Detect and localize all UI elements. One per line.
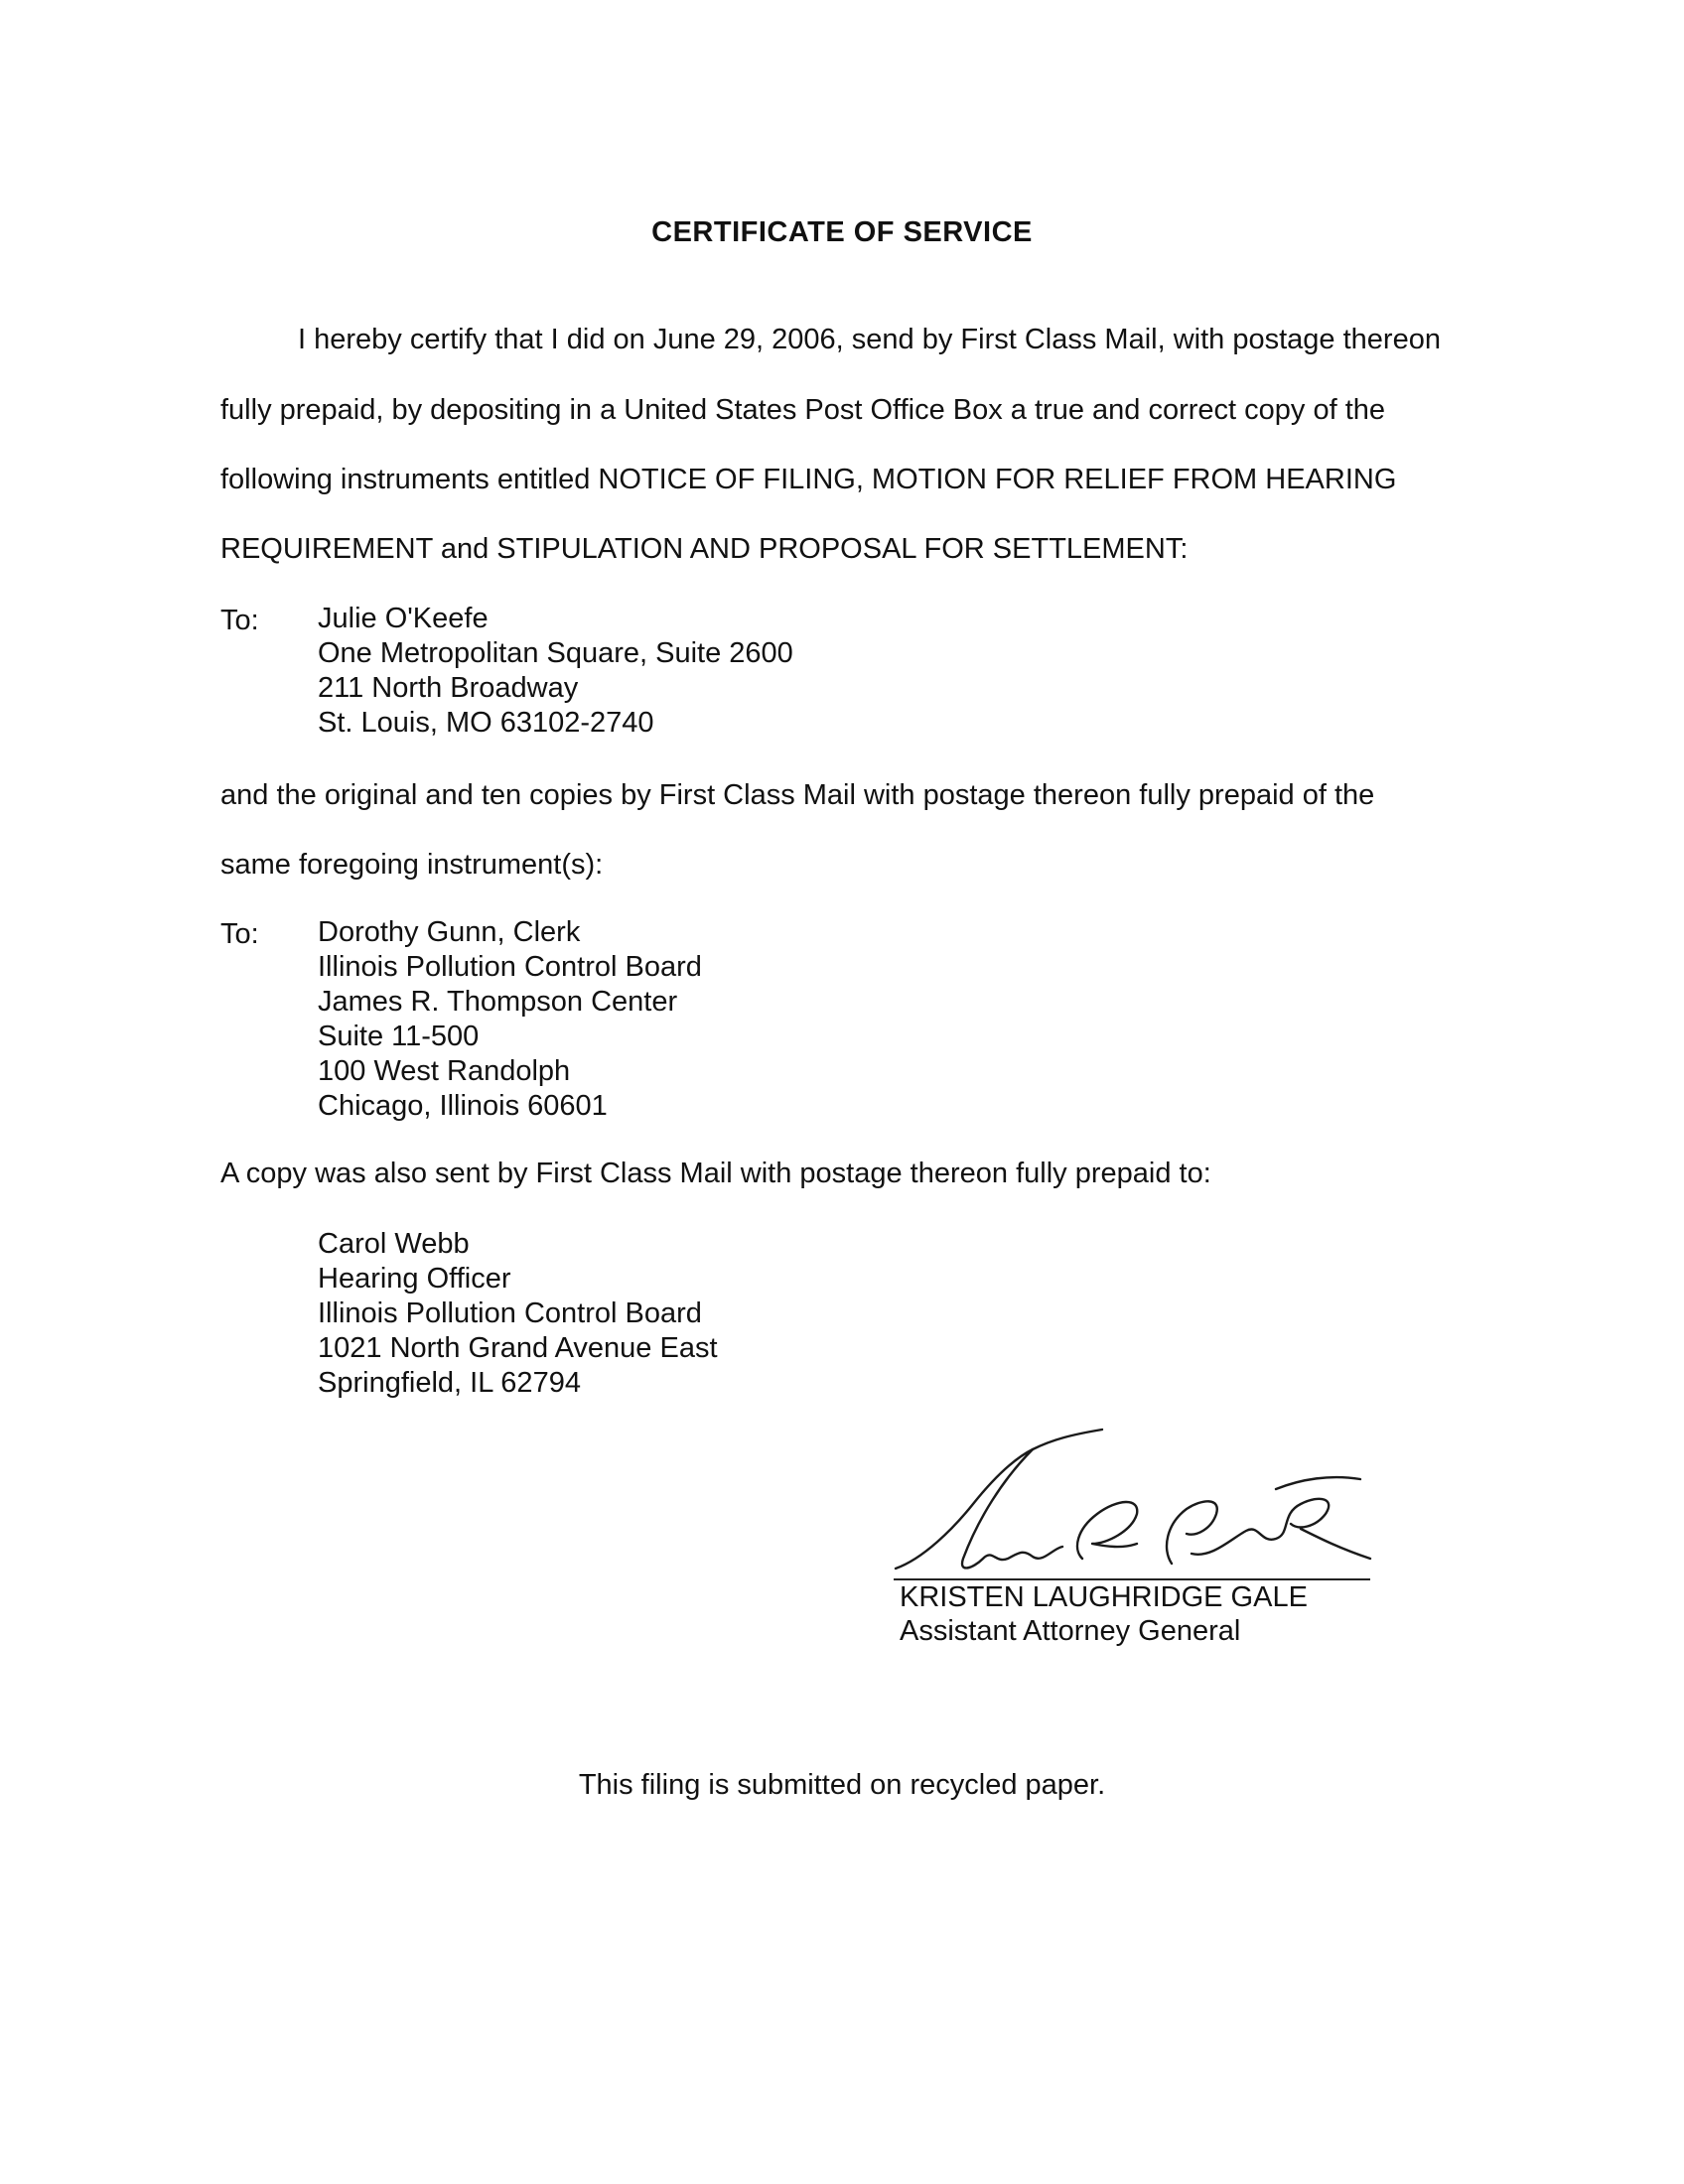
address-line: Illinois Pollution Control Board <box>318 1297 702 1329</box>
address-line: Suite 11-500 <box>318 1021 480 1052</box>
to-label-1: To: <box>220 605 259 636</box>
address-line: Julie O'Keefe <box>318 603 489 634</box>
recipient-address-1 <box>318 602 793 741</box>
address-line: 211 North Broadway <box>318 672 579 704</box>
address-line: James R. Thompson Center <box>318 986 678 1018</box>
address-line: Carol Webb <box>318 1228 470 1260</box>
address-line: Dorothy Gunn, Clerk <box>318 916 581 948</box>
document-title: CERTIFICATE OF SERVICE <box>651 216 1033 248</box>
recipient-address-3 <box>318 1227 718 1401</box>
to-label-2: To: <box>220 918 259 950</box>
certification-line-2: fully prepaid, by depositing in a United States Post Office Box a true and correct copy of the <box>220 394 1386 426</box>
certification-line-3: following instruments entitled NOTICE OF FILING, MOTION FOR RELIEF FROM HEARING <box>220 464 1397 495</box>
original-copies-line-2: same foregoing instrument(s): <box>220 849 604 881</box>
signer-title: Assistant Attorney General <box>900 1615 1241 1647</box>
address-line: Hearing Officer <box>318 1263 511 1295</box>
address-line: Chicago, Illinois 60601 <box>318 1090 608 1122</box>
address-line: 100 West Randolph <box>318 1055 571 1087</box>
recycled-paper-note: This filing is submitted on recycled paper. <box>578 1769 1106 1801</box>
address-line: 1021 North Grand Avenue East <box>318 1332 718 1364</box>
address-line: Springfield, IL 62794 <box>318 1367 581 1399</box>
certification-line-4: REQUIREMENT and STIPULATION AND PROPOSAL FOR SETTLEMENT: <box>220 533 1189 565</box>
address-line: St. Louis, MO 63102-2740 <box>318 707 654 739</box>
signature-line <box>894 1578 1370 1580</box>
address-line: One Metropolitan Square, Suite 2600 <box>318 637 793 669</box>
certification-line-1: I hereby certify that I did on June 29, 2006, send by First Class Mail, with postage thereon <box>298 324 1441 355</box>
recipient-address-2 <box>318 915 702 1124</box>
handwritten-signature <box>884 1420 1400 1598</box>
signer-name: KRISTEN LAUGHRIDGE GALE <box>900 1581 1308 1613</box>
copy-statement: A copy was also sent by First Class Mail with postage thereon fully prepaid to: <box>220 1158 1211 1189</box>
address-line: Illinois Pollution Control Board <box>318 951 702 983</box>
original-copies-line-1: and the original and ten copies by First Class Mail with postage thereon fully prepaid of the <box>220 779 1375 811</box>
